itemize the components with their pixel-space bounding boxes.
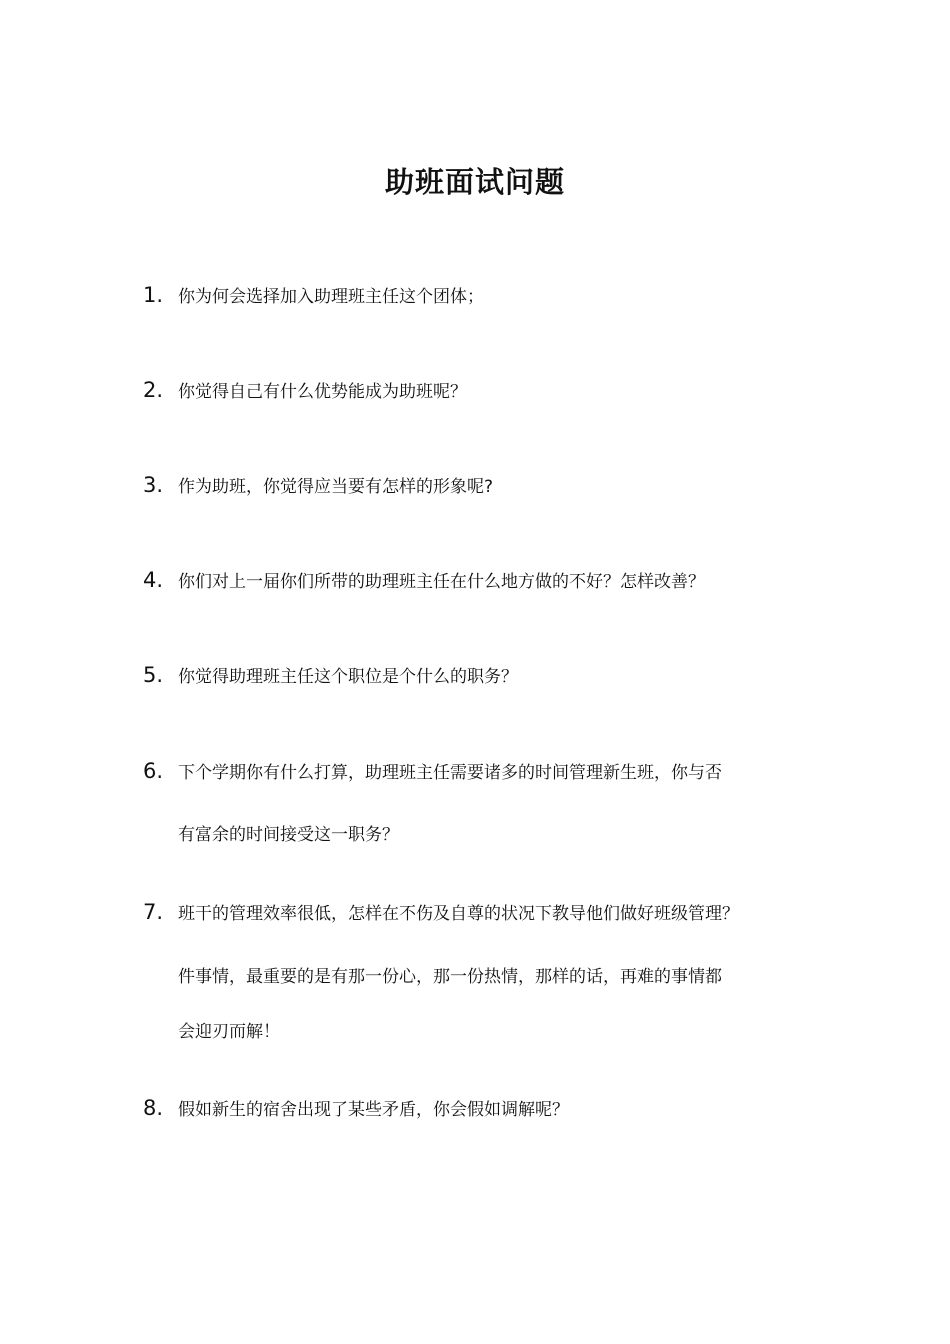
question-text: 假如新生的宿舍出现了某些矛盾，你会假如调解呢？ (178, 1100, 569, 1120)
page-title: 助班面试问题 (384, 165, 565, 199)
question-number: 6. (143, 759, 164, 783)
question-text: 下个学期你有什么打算，助理班主任需要诸多的时间管理新生班，你与否 (178, 763, 722, 783)
question-number: 4. (143, 568, 164, 592)
question-number: 5. (143, 663, 164, 687)
question-text: 班干的管理效率很低，怎样在不伤及自尊的状况下教导他们做好班级管理？ (178, 904, 739, 924)
question-text-continued: 有富余的时间接受这一职务？ (178, 825, 399, 845)
question-text: 你们对上一届你们所带的助理班主任在什么地方做的不好？怎样改善？ (178, 572, 705, 592)
question-number: 8. (143, 1096, 164, 1120)
question-number: 7. (143, 900, 164, 924)
question-text: 作为助班，你觉得应当要有怎样的形象呢? (178, 477, 494, 497)
question-text: 你觉得自己有什么优势能成为助班呢？ (178, 382, 467, 402)
question-number: 3. (143, 473, 164, 497)
question-text: 你觉得助理班主任这个职位是个什么的职务？ (178, 667, 518, 687)
question-number: 1. (143, 283, 164, 307)
question-number: 2. (143, 378, 164, 402)
question-text-continued: 会迎刃而解！ (178, 1022, 280, 1042)
question-text-continued: 件事情，最重要的是有那一份心，那一份热情，那样的话，再难的事情都 (178, 967, 722, 987)
question-text: 你为何会选择加入助理班主任这个团体； (178, 287, 484, 307)
